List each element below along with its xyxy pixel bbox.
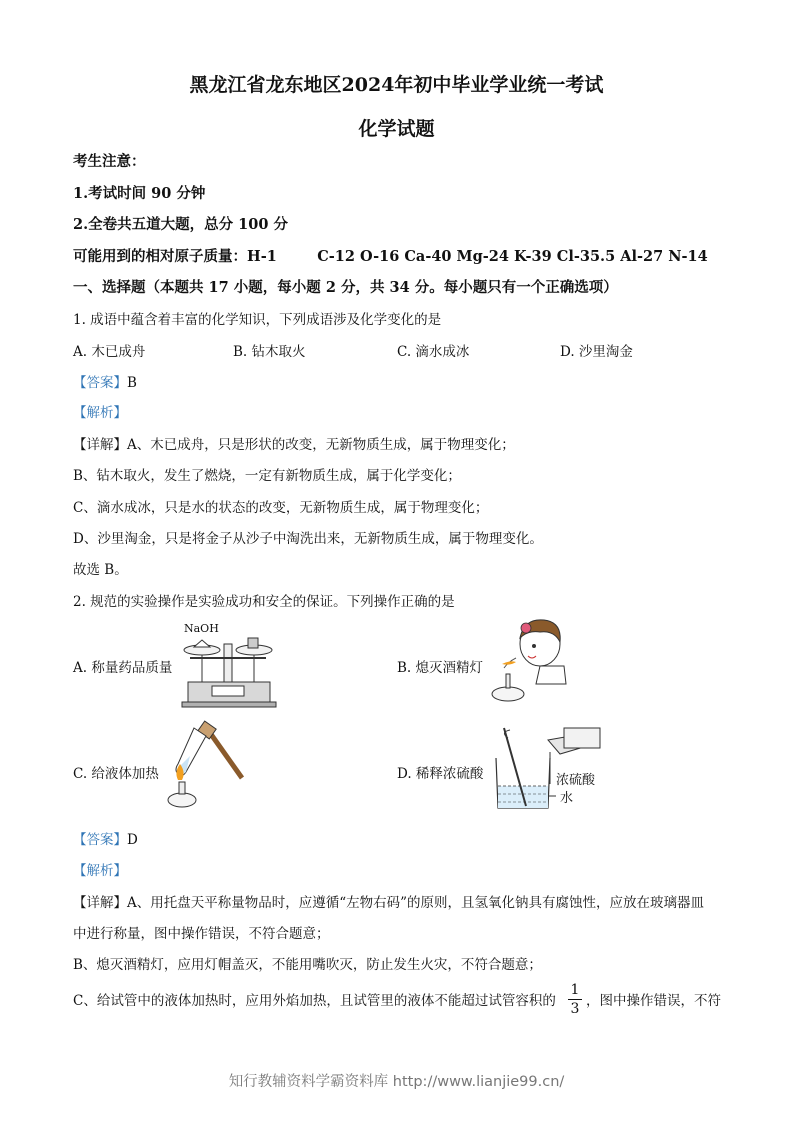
q1-analysis-line xyxy=(73,401,127,421)
q1-answer: B xyxy=(127,375,137,391)
q2-detail-line-4-tail: ，图中操作错误，不符 xyxy=(586,993,721,1009)
detail-tag: 【详解】 xyxy=(73,895,127,911)
fraction-denominator: 3 xyxy=(570,1001,580,1017)
q1-option-a: A. 木已成舟 xyxy=(73,344,146,360)
atomic-mass-line: 可能用到的相对原子质量：H-1 C-12 O-16 Ca-40 Mg-24 K-39 Cl-35.5 Al-27 N-14 xyxy=(73,248,708,265)
answer-tag: 【答案】 xyxy=(73,832,127,848)
analysis-tag: 【解析】 xyxy=(73,863,127,879)
q1-detail-line-3: C、滴水成冰，只是水的状态的改变，无新物质生成，属于物理变化； xyxy=(73,500,489,516)
q2-detail-text: A、用托盘天平称量物品时，应遵循“左物右码”的原则，且氢氧化钠具有腐蚀性，应放在玻璃器皿 xyxy=(127,895,705,911)
q2-answer: D xyxy=(127,832,138,848)
q2-answer-line xyxy=(73,828,138,848)
q2-option-b: B. 熄灭酒精灯 xyxy=(397,660,484,676)
fraction-numerator: 1 xyxy=(570,982,580,998)
heating-tube-figure xyxy=(160,720,250,812)
q1-answer-line xyxy=(73,371,137,391)
q2-detail-line-4: C、给试管中的液体加热时，应用外焰加热，且试管里的液体不能超过试管容积的 xyxy=(73,993,556,1009)
q1-detail-line-1 xyxy=(73,433,515,453)
q1-conclusion: 故选 B。 xyxy=(73,562,128,578)
q2-detail-line-2: 中进行称量，图中操作错误，不符合题意； xyxy=(73,926,330,942)
q1-detail-line-4: D、沙里淘金，只是将金子从沙子中淘洗出来，无新物质生成，属于物理变化。 xyxy=(73,531,543,547)
notice-heading: 考生注意： xyxy=(73,153,146,170)
exam-subtitle: 化学试题 xyxy=(358,118,435,140)
exam-title: 黑龙江省龙东地区2024年初中毕业学业统一考试 xyxy=(189,74,604,96)
section-heading: 一、选择题（本题共 17 小题，每小题 2 分，共 34 分。每小题只有一个正确选项） xyxy=(73,279,618,296)
footer-watermark: 知行教辅资料学霸资料库 http://www.lianjie99.cn/ xyxy=(228,1074,565,1090)
q1-option-b: B. 钻木取火 xyxy=(233,344,306,360)
q2-detail-line-3: B、熄灭酒精灯，应用灯帽盖灭，不能用嘴吹灭，防止发生火灾，不符合题意； xyxy=(73,957,542,973)
q2-analysis-line xyxy=(73,859,127,879)
answer-tag: 【答案】 xyxy=(73,375,127,391)
alcohol-lamp-figure xyxy=(480,614,580,704)
diluting-acid-figure xyxy=(490,722,610,814)
q2-detail-line-1 xyxy=(73,891,704,911)
detail-tag: 【详解】 xyxy=(73,437,127,453)
notice-item-time: 1.考试时间 90 分钟 xyxy=(73,185,206,202)
fraction-one-third xyxy=(568,982,582,1017)
q2-option-d: D. 稀释浓硫酸 xyxy=(397,766,484,782)
naoh-label: NaOH xyxy=(184,622,219,635)
q1-detail-text: A、木已成舟，只是形状的改变，无新物质生成，属于物理变化； xyxy=(127,437,515,453)
q1-stem: 1. 成语中蕴含着丰富的化学知识，下列成语涉及化学变化的是 xyxy=(73,312,442,328)
notice-item-score: 2.全卷共五道大题，总分 100 分 xyxy=(73,216,288,233)
water-label: 水 xyxy=(560,791,574,806)
q2-option-a: A. 称量药品质量 xyxy=(73,660,173,676)
balance-figure xyxy=(178,620,278,710)
q2-stem: 2. 规范的实验操作是实验成功和安全的保证。下列操作正确的是 xyxy=(73,594,455,610)
q2-option-c: C. 给液体加热 xyxy=(73,766,159,782)
acid-label: 浓硫酸 xyxy=(556,773,596,788)
q1-detail-line-2: B、钻木取火，发生了燃烧，一定有新物质生成，属于化学变化； xyxy=(73,468,461,484)
q1-option-c: C. 滴水成冰 xyxy=(397,344,470,360)
analysis-tag: 【解析】 xyxy=(73,405,127,421)
q1-option-d: D. 沙里淘金 xyxy=(560,344,633,360)
